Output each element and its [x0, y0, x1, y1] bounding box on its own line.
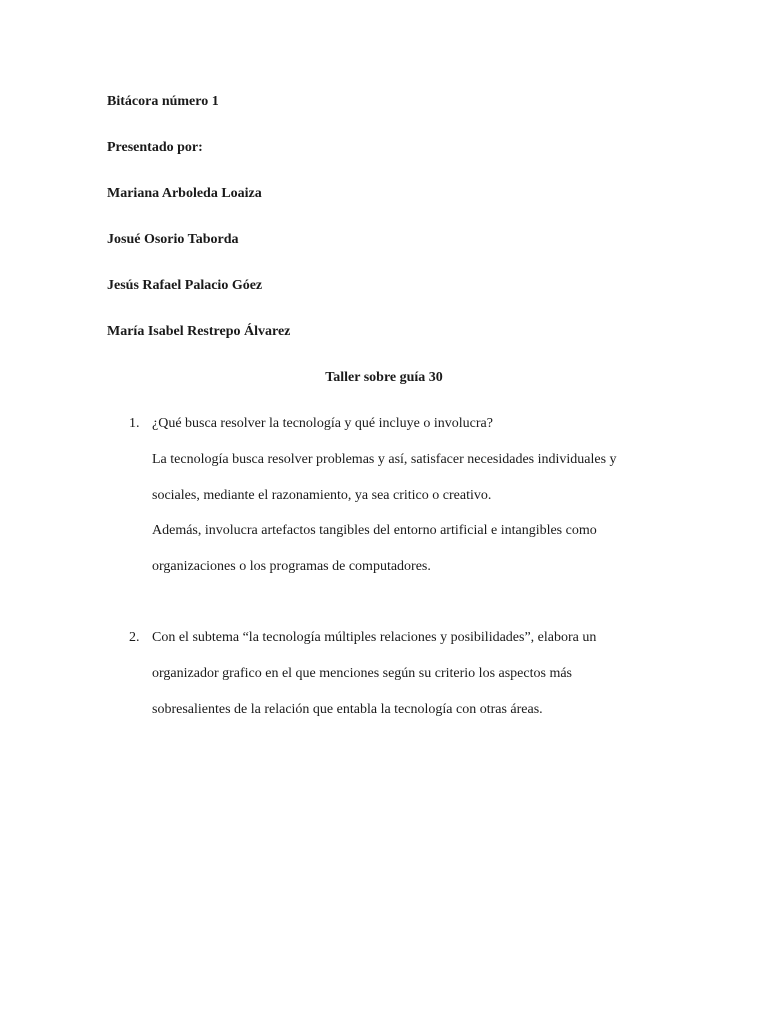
author-name: María Isabel Restrepo Álvarez — [107, 324, 291, 339]
question-text: organizador grafico en el que menciones según su criterio los aspectos más — [152, 666, 572, 681]
author-name: Mariana Arboleda Loaiza — [107, 186, 262, 201]
author-name: Jesús Rafael Palacio Góez — [107, 278, 263, 293]
section-title: Taller sobre guía 30 — [325, 370, 443, 385]
author-name: Josué Osorio Taborda — [107, 232, 239, 247]
document-title: Bitácora número 1 — [107, 94, 219, 109]
answer-line: organizaciones o los programas de computadores. — [152, 559, 431, 574]
question-number: 2. — [129, 630, 140, 645]
question-text: Con el subtema “la tecnología múltiples relaciones y posibilidades”, elabora un — [152, 630, 597, 645]
answer-line: La tecnología busca resolver problemas y así, satisfacer necesidades individuales y — [152, 452, 617, 467]
question-text: sobresalientes de la relación que entabla la tecnología con otras áreas. — [152, 702, 543, 717]
answer-line: sociales, mediante el razonamiento, ya sea critico o creativo. — [152, 488, 492, 503]
answer-line: Además, involucra artefactos tangibles del entorno artificial e intangibles como — [152, 523, 597, 538]
presented-by-label: Presentado por: — [107, 140, 203, 155]
question-text: ¿Qué busca resolver la tecnología y qué incluye o involucra? — [152, 416, 493, 431]
question-number: 1. — [129, 416, 140, 431]
